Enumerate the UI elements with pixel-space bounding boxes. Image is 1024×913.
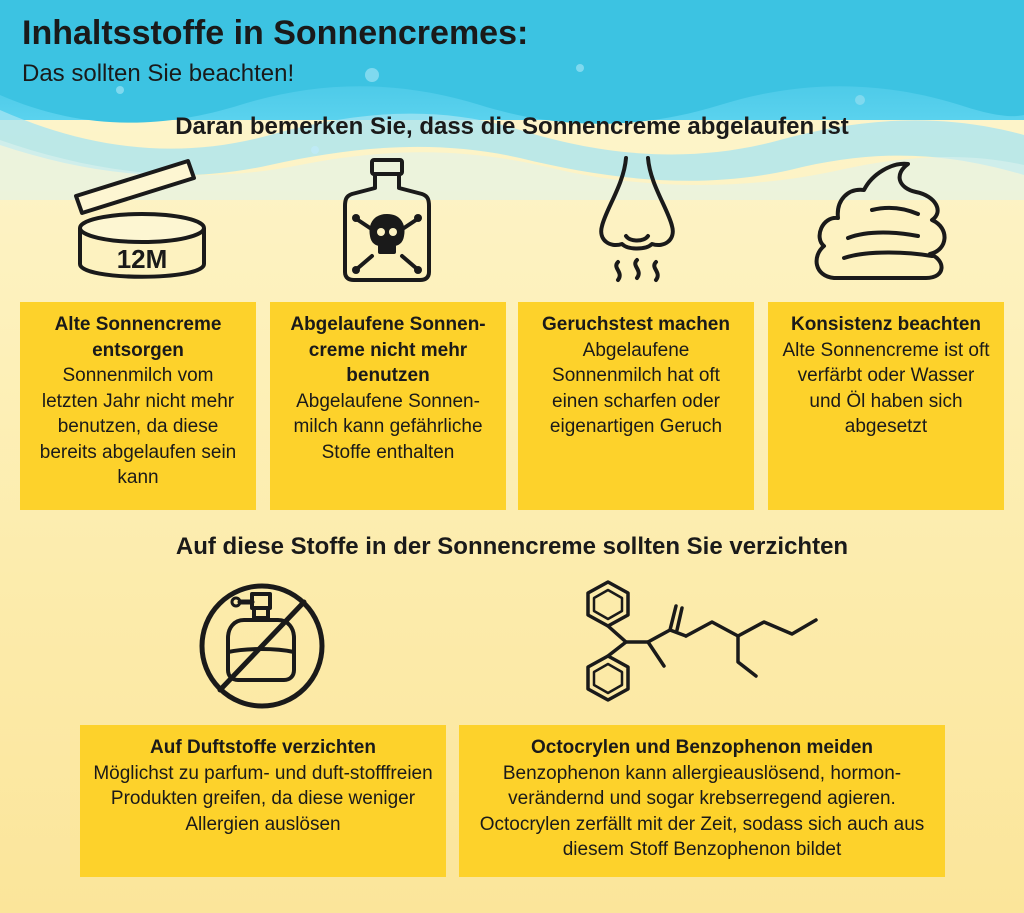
card-text: Abgelaufene Sonnenmilch hat oft einen scharfen oder eigenartigen Geruch: [549, 339, 723, 437]
poison-bottle-icon: [342, 158, 432, 284]
card-old-sunscreen: [20, 302, 256, 510]
cream-jar-icon: [70, 156, 210, 286]
section1-heading: Daran bemerken Sie, dass die Sonnencreme abgelaufen ist: [175, 113, 849, 140]
card-heading: Octocrylen und Benzophenon meiden: [530, 737, 874, 758]
molecule-icon: [578, 578, 824, 704]
page-subtitle: Das sollten Sie beachten!: [22, 60, 295, 87]
card-heading: Alte Sonnencreme entsorgen: [54, 314, 222, 361]
card-fragrances: [80, 725, 446, 877]
card-heading: Abgelaufene Sonnen-creme nicht mehr benutzen: [290, 314, 486, 386]
card-text: Sonnenmilch vom letzten Jahr nicht mehr benutzen, da diese bereits abgelaufen sein kann: [39, 365, 237, 488]
card-expired-sunscreen: [270, 302, 506, 510]
card-text: Benzophenon kann allergieauslösend, hormon-verändernd und sogar krebserregend agieren. Octocrylen zerfällt mit der Zeit, sodass sich auch aus diesem Stoff Benzophenon bildet: [479, 762, 925, 860]
cream-swirl-icon: [808, 160, 958, 284]
card-text: Alte Sonnencreme ist oft verfärbt oder Wasser und Öl haben sich abgesetzt: [782, 339, 990, 437]
card-heading: Konsistenz beachten: [790, 314, 982, 335]
section2-heading: Auf diese Stoffe in der Sonnencreme sollten Sie verzichten: [175, 533, 849, 560]
card-heading: Auf Duftstoffe verzichten: [150, 737, 376, 758]
card-heading: Geruchstest machen: [542, 314, 730, 335]
page-title: Inhaltsstoffe in Sonnencremes:: [22, 14, 529, 52]
nose-icon: [596, 154, 680, 286]
card-octocrylene: [459, 725, 945, 877]
card-smell-test: [518, 302, 754, 510]
card-text: Möglichst zu parfum- und duft-stofffreien Produkten greifen, da diese weniger Allergien auslösen: [93, 762, 433, 835]
jar-label: 12M: [116, 244, 168, 274]
no-perfume-icon: [196, 580, 328, 712]
card-consistency: [768, 302, 1004, 510]
card-text: Abgelaufene Sonnen-milch kann gefährliche Stoffe enthalten: [293, 390, 483, 463]
